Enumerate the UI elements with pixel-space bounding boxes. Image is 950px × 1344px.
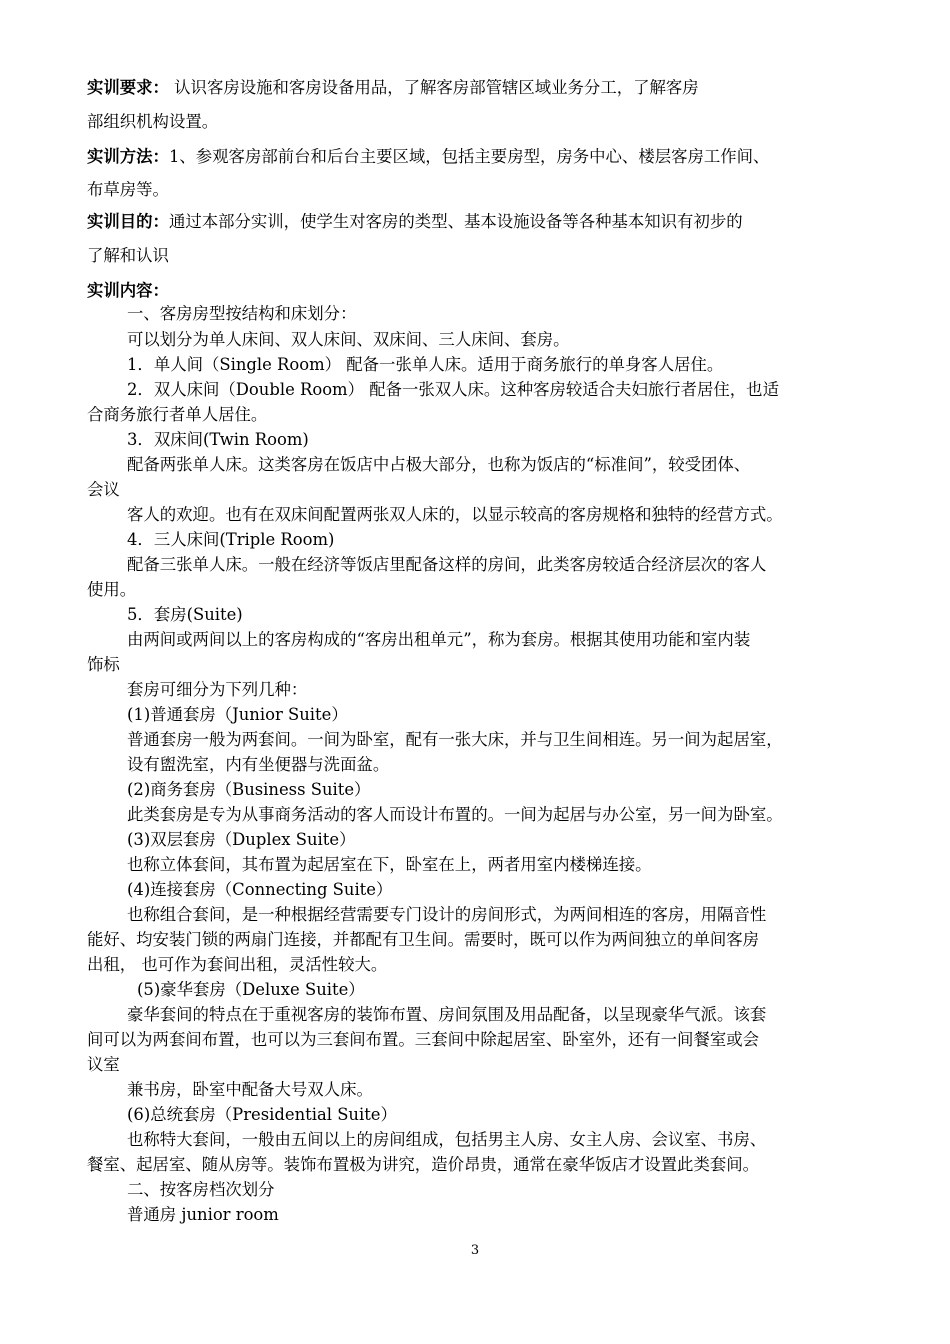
requirement-line — [87, 76, 699, 100]
body-line: 间可以为两套间布置，也可以为三套间布置。三套间中除起居室、卧室外，还有一间餐室或会 — [87, 1030, 760, 1049]
goal-text-cont: 了解和认识 — [87, 246, 169, 265]
method-text: 1、参观客房部前台和后台主要区域，包括主要房型，房务中心、楼层客房工作间、 — [168, 147, 770, 166]
body-line: 餐室、起居室、随从房等。装饰布置极为讲究，造价昂贵，通常在豪华饭店才设置此类套间。 — [87, 1155, 760, 1174]
body-line: 豪华套间的特点在于重视客房的装饰布置、房间氛围及用品配备，以呈现豪华气派。该套 — [127, 1005, 767, 1024]
body-line: 1．单人间（Single Room） 配备一张单人床。适用于商务旅行的单身客人居住。 — [127, 355, 724, 374]
method-line — [87, 145, 769, 169]
body-line: 可以划分为单人床间、双人床间、双床间、三人床间、套房。 — [127, 330, 570, 349]
body-line: 4．三人床间(Triple Room) — [127, 530, 335, 549]
content-heading — [87, 279, 169, 303]
body-line: 使用。 — [87, 580, 137, 599]
goal-label: 实训目的： — [87, 212, 169, 231]
body-line: (6)总统套房（Presidential Suite） — [127, 1105, 397, 1124]
body-line: 普通房 junior room — [127, 1205, 279, 1224]
body-line: (5)豪华套房（Deluxe Suite） — [137, 980, 365, 999]
body-line: 2．双人床间（Double Room） 配备一张双人床。这种客房较适合夫妇旅行者居住，也适 — [127, 380, 779, 399]
body-line: 能好、均安装门锁的两扇门连接，并都配有卫生间。需要时，既可以作为两间独立的单间客房 — [87, 930, 760, 949]
goal-line — [87, 210, 743, 234]
method-text-cont: 布草房等。 — [87, 180, 169, 199]
body-line: 出租， 也可作为套间出租，灵活性较大。 — [87, 955, 388, 974]
body-line: 设有盥洗室，内有坐便器与洗面盆。 — [127, 755, 390, 774]
method-label: 实训方法： — [87, 147, 169, 166]
body-line: 配备两张单人床。这类客房在饭店中占极大部分，也称为饭店的“标准间”，较受团体、 — [127, 455, 751, 474]
goal-text: 通过本部分实训，使学生对客房的类型、基本设施设备等各种基本知识有初步的 — [168, 212, 743, 231]
body-line: 3．双床间(Twin Room) — [127, 430, 309, 449]
requirement-text-cont: 部组织机构设置。 — [87, 112, 219, 131]
body-line: 客人的欢迎。也有在双床间配置两张双人床的，以显示较高的客房规格和独特的经营方式。 — [127, 505, 783, 524]
body-line: 会议 — [87, 480, 120, 499]
body-line: 此类套房是专为从事商务活动的客人而设计布置的。一间为起居与办公室，另一间为卧室。 — [127, 805, 783, 824]
body-line: 也称特大套间，一般由五间以上的房间组成，包括男主人房、女主人房、会议室、书房、 — [127, 1130, 767, 1149]
body-line: 普通套房一般为两套间。一间为卧室，配有一张大床，并与卫生间相连。另一间为起居室， — [127, 730, 783, 749]
body-line: 也称立体套间，其布置为起居室在下，卧室在上，两者用室内楼梯连接。 — [127, 855, 652, 874]
content-label: 实训内容： — [87, 281, 169, 300]
requirement-text: 认识客房设施和客房设备用品，了解客房部管辖区域业务分工，了解客房 — [168, 78, 699, 97]
requirement-label: 实训要求： — [87, 78, 169, 97]
body-line: 二、按客房档次划分 — [127, 1180, 275, 1199]
body-line: (3)双层套房（Duplex Suite） — [127, 830, 356, 849]
body-line: 合商务旅行者单人居住。 — [87, 405, 268, 424]
body-line: 一、客房房型按结构和床划分： — [127, 304, 357, 323]
body-line: (2)商务套房（Business Suite） — [127, 780, 371, 799]
body-line: 也称组合套间，是一种根据经营需要专门设计的房间形式，为两间相连的客房，用隔音性 — [127, 905, 767, 924]
body-line: 由两间或两间以上的客房构成的“客房出租单元”，称为套房。根据其使用功能和室内装 — [127, 630, 751, 649]
page-number: 3 — [470, 1243, 480, 1258]
body-line: 议室 — [87, 1055, 120, 1074]
body-line: (1)普通套房（Junior Suite） — [127, 705, 348, 724]
body-line: 5．套房(Suite) — [127, 605, 243, 624]
body-line: 套房可细分为下列几种： — [127, 680, 308, 699]
body-line: 兼书房，卧室中配备大号双人床。 — [127, 1080, 373, 1099]
body-line: (4)连接套房（Connecting Suite） — [127, 880, 393, 899]
body-line: 配备三张单人床。一般在经济等饭店里配备这样的房间，此类客房较适合经济层次的客人 — [127, 555, 767, 574]
body-line: 饰标 — [87, 655, 120, 674]
